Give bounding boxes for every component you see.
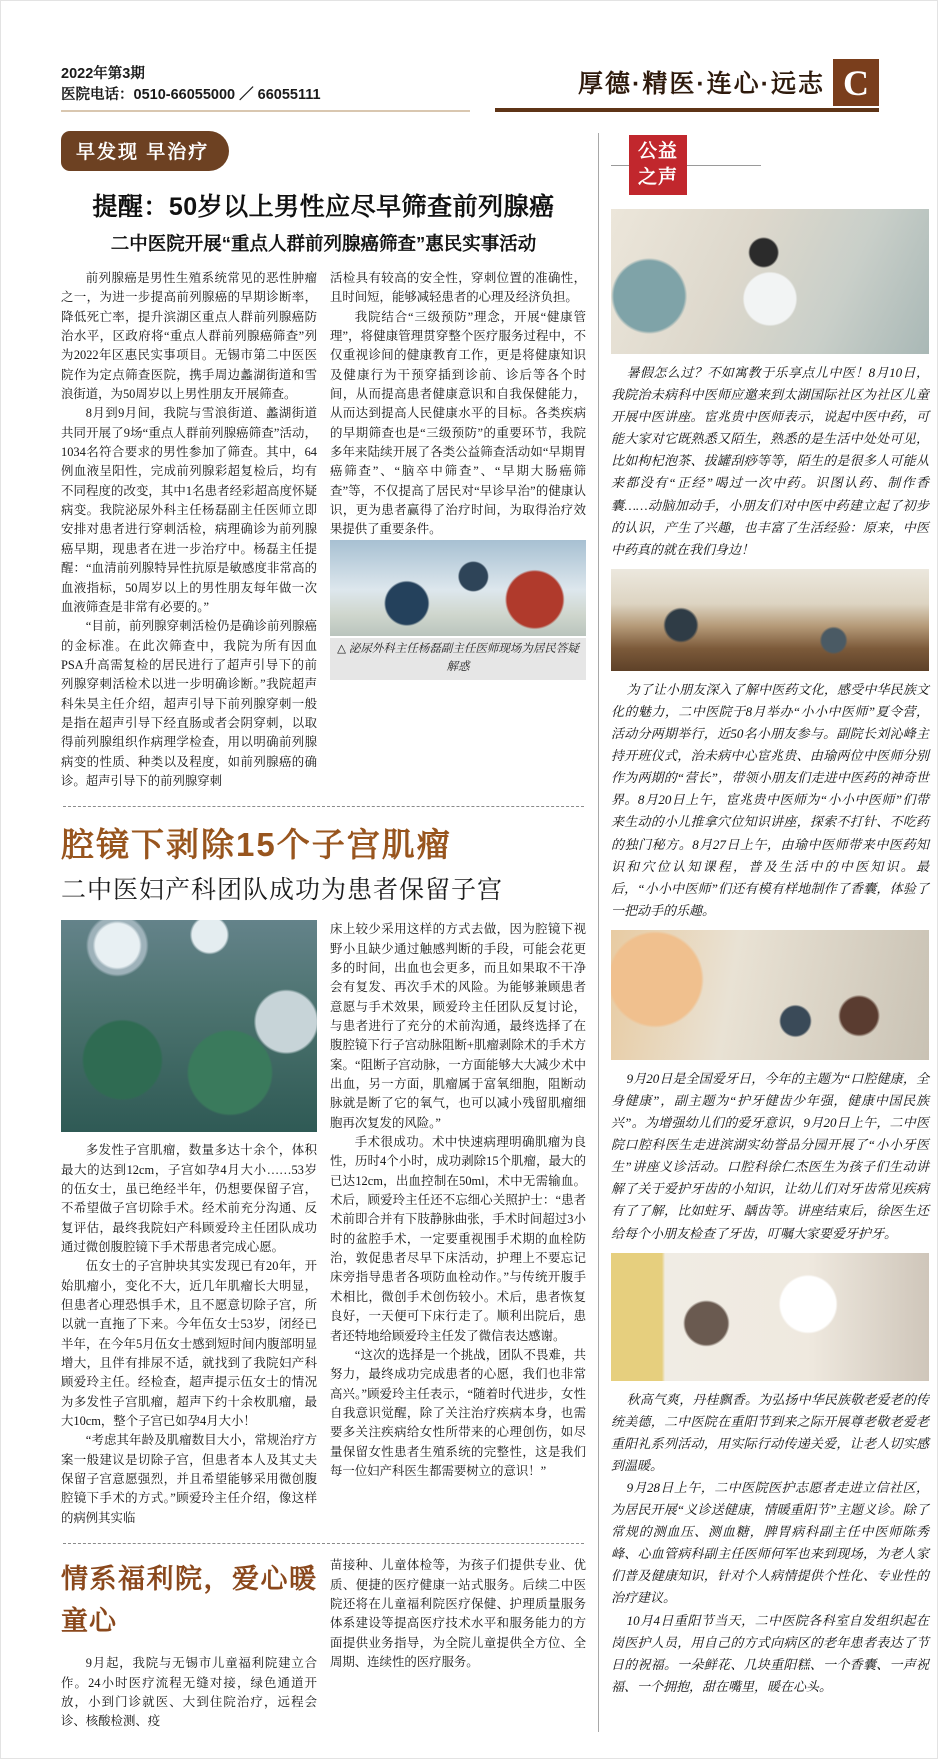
badge-text-line1: 公益 bbox=[637, 141, 678, 163]
masthead-info bbox=[61, 64, 321, 106]
article1-column-1 bbox=[61, 269, 317, 791]
article2-column-2 bbox=[330, 920, 586, 1528]
article3-column-1 bbox=[61, 1556, 317, 1732]
paragraph: 前列腺癌是男性生殖系统常见的恶性肿瘤之一，为进一步提高前列腺癌的早期诊断率，降低死亡率，提升滨湖区重点人群前列腺癌防治水平，区政府将“重点人群前列腺癌筛查”列为2022年区惠民实事项目。无锡市第二中医医院作为定点筛查医院，携手周边蠡湖街道和雪浪街道，为50周岁以上男性朋友开展筛查。 bbox=[61, 271, 317, 402]
article-welfare-institute bbox=[61, 1556, 586, 1732]
hospital-phone: 医院电话：0510-66055000 ／ 66055111 bbox=[61, 86, 321, 103]
paragraph: “目前，前列腺穿刺活检仍是确诊前列腺癌的金标准。在此次筛查中，我院为所有因血PSA升高需复检的居民进行了超声引导下的前列腺穿刺活检术以进一步明确诊断。”我院超声科朱昊主任介绍，超声引导下前列腺穿刺一般是指在超声引导下经直肠或者会阴穿刺，以取得前列腺组织作病理学检查，用以明确前列腺病变的性质、种类以及程度，如前列腺癌的确诊。超声引导下的前列腺穿刺 bbox=[61, 619, 317, 788]
paragraph: 多发性子宫肌瘤，数量多达十余个，体积最大的达到12cm，子宫如孕4月大小……53岁的伍女士，虽已绝经半年，仍想要保留子宫，不希望做子宫切除手术。经术前充分沟通、反复评估，最终我院妇产科顾爱玲主任团队成功通过微创腹腔镜下手术帮患者完成心愿。 bbox=[61, 1143, 317, 1254]
sidebar-badge-row bbox=[611, 135, 929, 199]
photo-elderly-care-visit bbox=[611, 1253, 929, 1381]
paragraph: 苗接种、儿童体检等，为孩子们提供专业、优质、便捷的医疗健康一站式服务。后续二中医院还将在儿童福利院医疗保健、护理质量服务体系建设等提高医疗技术水平和服务能力的方面提供业务指导，为全院儿童提供全方位、全周期、连续性的医疗服务。 bbox=[330, 1558, 586, 1669]
header-rule bbox=[61, 108, 879, 113]
article-prostate-screening bbox=[61, 129, 586, 791]
header-rule-light bbox=[61, 110, 470, 112]
article2-title: 腔镜下剥除15个子宫肌瘤 bbox=[61, 826, 452, 864]
photo-consultation-scene bbox=[330, 540, 586, 636]
sidebar-story-1 bbox=[611, 362, 929, 561]
paragraph: 9月起，我院与无锡市儿童福利院建立合作。24小时医疗流程无缝对接，绿色通道开放，小到门诊就医、大到住院治疗，远程会诊、核酸检测、疫 bbox=[61, 1656, 317, 1729]
article1-badge: 早发现 早治疗 bbox=[61, 131, 229, 171]
paragraph: 9月20日是全国爱牙日，今年的主题为“口腔健康，全身健康”，副主题为“护牙健齿少年强，健康中国民族兴”。为增强幼儿们的爱牙意识，9月20日上午，二中医院口腔科医生走进滨湖实幼誉品分园开展了“小小牙医生”讲座义诊活动。口腔科徐仁杰医生为孩子们生动讲解了关于爱护牙齿的小知识，让幼儿们对牙齿常见疾病有了了解，比如蛀牙、龋齿等。讲座结束后，徐医生还给每个小朋友检查了牙齿，叮嘱大家要爱牙护牙。 bbox=[610, 1070, 929, 1241]
public-welfare-badge bbox=[629, 135, 687, 195]
public-welfare-column bbox=[611, 129, 929, 1732]
article3-title: 情系福利院，爱心暖童心 bbox=[61, 1564, 317, 1637]
sidebar-story-4 bbox=[611, 1389, 929, 1698]
photo-kindergarten-dental-class bbox=[611, 930, 929, 1060]
article1-subtitle: 二中医院开展“重点人群前列腺癌筛查”惠民实事活动 bbox=[110, 233, 537, 254]
hospital-motto: 厚德·精医·连心·远志 bbox=[578, 70, 825, 98]
section-letter-box bbox=[833, 59, 879, 106]
paragraph: 秋高气爽，丹桂飘香。为弘扬中华民族敬老爱老的传统美德，二中医院在重阳节到来之际开展尊老敬老爱老重阳礼系列活动，用实际行动传递关爱，让老人切实感到温暖。 bbox=[610, 1391, 929, 1473]
paragraph: 手术很成功。术中快速病理明确肌瘤为良性，历时4个小时，成功剥除15个肌瘤，最大的已达12cm，出血控制在50ml，术中无需输血。术后，顾爱玲主任还不忘细心关照护士：“患者术前即合并有下肢静脉曲张，手术时间超过3小时的盆腔手术，一定要重视围手术期的血栓防治，敦促患者尽早下床活动，护理上不要忘记床旁指导患者各项防血栓动作。”与传统开腹手术相比，微创手术创伤较小。术后，患者恢复良好，一天便可下床行走了。顺利出院后，患者还特地给顾爱玲主任发了微信表达感谢。 bbox=[330, 1135, 586, 1343]
article1-title: 提醒：50岁以上男性应尽早筛查前列腺癌 bbox=[92, 193, 555, 221]
sidebar-story-2 bbox=[611, 679, 929, 922]
photo-operating-room bbox=[61, 920, 317, 1132]
dashed-divider bbox=[63, 1543, 584, 1544]
paragraph: 为了让小朋友深入了解中医药文化，感受中华民族文化的魅力，二中医院于8月举办“小小中医师”夏令营，活动分两期举行，近50名小朋友参与。副院长刘沁峰主持开班仪式，治未病中心宦兆贵、由瑜两位中医师分别作为两期的“营长”，带领小朋友们走进中医药的神奇世界。8月20日上午，宦兆贵中医师为“小小中医师”们带来生动的小儿推拿穴位知识讲座，探索不打针、不吃药的独门秘方。8月27日上午，由瑜中医师带来中医药知识和穴位认知课程，普及生活中的中医知识。最后，“小小中医师”们还有模有样地制作了香囊，体验了一把动手的乐趣。 bbox=[610, 681, 929, 918]
header-rule-dark bbox=[495, 108, 879, 112]
page-header bbox=[1, 1, 937, 113]
article2-column-1 bbox=[61, 920, 317, 1528]
section-letter: C bbox=[843, 62, 869, 103]
badge-text-line2: 之声 bbox=[637, 167, 678, 188]
paragraph: 10月4日重阳节当天，二中医院各科室自发组织起在岗医护人员，用自己的方式向病区的老年患者表达了节日的祝福。一朵鲜花、几块重阳糕、一个香囊、一声祝福、一个拥抱，甜在嘴里，暖在心头。 bbox=[610, 1612, 929, 1694]
article-myoma-surgery bbox=[61, 819, 586, 1528]
photo-caption: △ 泌尿外科主任杨磊副主任医师现场为居民答疑解惑 bbox=[330, 638, 586, 680]
article2-subtitle: 二中医妇产科团队成功为患者保留子宫 bbox=[61, 876, 504, 905]
paragraph: “考虑其年龄及肌瘤数目大小，常规治疗方案一般建议是切除子宫，但患者本人及其丈夫保留子宫意愿强烈，并且希望能够采用微创腹腔镜下手术的方式。”顾爱玲主任介绍，像这样的病例其实临 bbox=[61, 1433, 317, 1525]
sidebar-story-3 bbox=[611, 1068, 929, 1245]
photo-tcm-herb-lecture bbox=[611, 209, 929, 354]
paragraph: 我院结合“三级预防”理念，开展“健康管理”，将健康管理贯穿整个医疗服务过程中，不仅重视诊间的健康教育工作，更是将健康知识及健康行为干预穿插到诊前、诊后等各个时间，从而提高患者健康意识和自我保健能力，从而达到提高人民健康水平的目标。各类疾病的早期筛查也是“三级预防”的重要环节，我院多年来陆续开展了各类公益筛查活动如“早期胃癌筛查”、“脑卒中筛查”、“早期大肠癌筛查”等，不仅提高了居民对“早诊早治”的健康认识，更为患者赢得了治疗时间，为取得治疗效果提供了重要条件。 bbox=[330, 309, 586, 537]
photo-summer-camp-opening bbox=[611, 569, 929, 671]
paragraph: 9月28日上午，二中医院医护志愿者走进立信社区，为居民开展“义诊送健康，情暖重阳节”主题义诊。除了常规的测血压、测血糖，脾胃病科副主任中医师陈秀峰、心血管病科副主任医师何军也来到现场，为老人家们普及健康知识，针对个人病情提供个性化、专业性的治疗建议。 bbox=[610, 1480, 929, 1606]
paragraph: 活检具有较高的安全性，穿刺位置的准确性，且时间短，能够减轻患者的心理及经济负担。 bbox=[330, 271, 586, 305]
paragraph: 床上较少采用这样的方式去做，因为腔镜下视野小且缺少通过触感判断的手段，可能会花更多的时间，出血也会更多，而且如果取不干净会有复发、再次手术的风险。为能够兼顾患者意愿与手术效果，顾爱玲主任团队反复讨论，与患者进行了充分的术前沟通，最终选择了在腹腔镜下行子宫动脉阻断+肌瘤剥除术的手术方案。“阻断子宫动脉，一方面能够大大减少术中出血，另一方面，肌瘤属于富氧细胞，阻断动脉就是断了它的氧气，也可以减小残留肌瘤细胞再次复发的风险。” bbox=[330, 922, 586, 1130]
paragraph: 8月到9月间，我院与雪浪街道、蠡湖街道共同开展了9场“重点人群前列腺癌筛查”活动，1034名符合要求的男性参加了筛查。其中，64例血液呈阳性，完成前列腺彩超复检后，均有不同程度的改变，其中1名患者经彩超高度怀疑病变。我院泌尿外科主任杨磊副主任医师立即安排对患者进行穿刺活检，病理确诊为前列腺癌早期，现患者在进一步治疗中。杨磊主任提醒：“血清前列腺特异性抗原是敏感度非常高的血液指标，50周岁以上的男性朋友每年做一次血液筛查是非常有必要的。” bbox=[61, 406, 317, 614]
paragraph: “这次的选择是一个挑战，团队不畏难，共努力，最终成功完成患者的心愿，我们也非常高兴。”顾爱玲主任表示，“随着时代进步，女性自我意识觉醒，除了关注治疗疾病本身，也需要多关注疾病给女性所带来的心理创伤，如尽量保留女性患者生殖系统的完整性，这是我们每一位妇产科医生都需要树立的意识！” bbox=[330, 1347, 586, 1478]
issue-number: 2022年第3期 bbox=[61, 65, 145, 82]
paragraph: 暑假怎么过？不如寓教于乐享点儿中医！8月10日，我院治未病科中医师应邀来到太湖国际社区为社区儿童开展中医讲座。宦兆贵中医师表示，说起中医中药，可能大家对它既熟悉又陌生，熟悉的是生活中处处可见，比如枸杞泡茶、拔罐刮痧等等，陌生的是很多人可能从来都没有“正经”喝过一次中药。识图认药、制作香囊……动脑加动手，小朋友们对中医中药建立起了初步的认识，产生了兴趣，也丰富了生活经验：原来，中医中药真的就在我们身边！ bbox=[610, 365, 929, 557]
article1-column-2 bbox=[330, 269, 586, 791]
main-column bbox=[61, 129, 586, 1732]
content-area bbox=[1, 113, 937, 1758]
paragraph: 伍女士的子宫肿块其实发现已有20年，开始肌瘤小，变化不大，近几年肌瘤长大明显，但患者心理恐惧手术，且不愿意切除子宫，所以就一直拖了下来。今年伍女士53岁，闭经已半年，在今年5月伍女士感到短时间内腹部明显增大，且伴有排尿不适，就找到了我院妇产科顾爱玲主任。经检查，超声提示伍女士的情况为多发性子宫肌瘤，超声下约十余枚肌瘤，最大10cm，整个子宫已如孕4月大小！ bbox=[61, 1259, 317, 1429]
column-divider bbox=[598, 133, 599, 1732]
article3-column-2 bbox=[330, 1556, 586, 1732]
dashed-divider bbox=[63, 806, 584, 807]
